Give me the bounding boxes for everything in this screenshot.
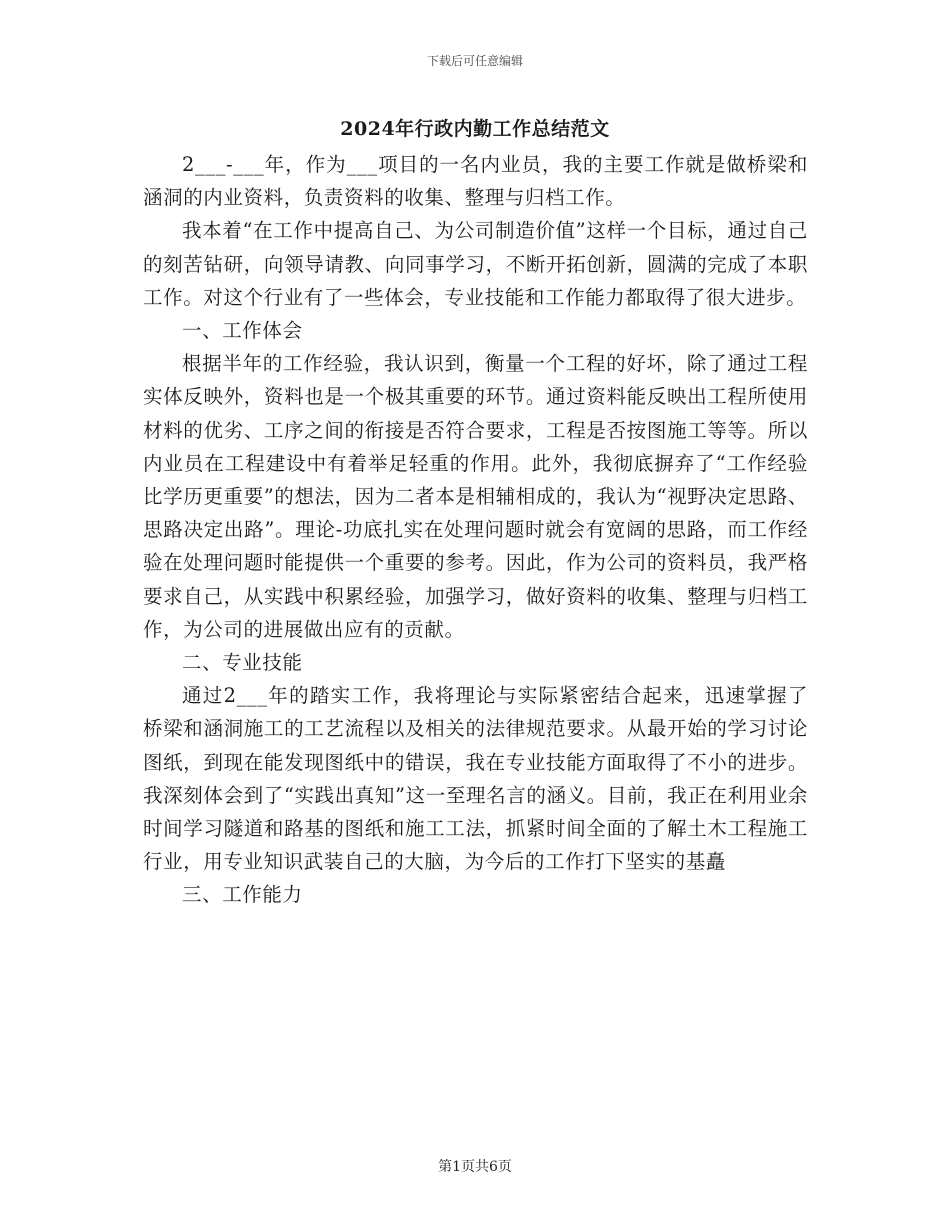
paragraph-skills: 通过2___年的踏实工作，我将理论与实际紧密结合起来，迅速掌握了桥梁和涵洞施工的工艺流程以及相关的法律规范要求。从最开始的学习讨论图纸，到现在能发现图纸中的错误，我在专业技能方面取得了不小的进步。我深刻体会到了“实践出真知”这一至理名言的涵义。目前，我正在利用业余时间学习隧道和路基的图纸和施工工法，抓紧时间全面的了解土木工程施工行业，用专业知识武装自己的大脑，为今后的工作打下坚实的基矗 [143,684,808,874]
section-heading-1: 一、工作体会 [182,319,303,343]
document-body [143,148,808,912]
header-note: 下载后可任意编辑 [426,54,523,68]
document-title: 2024年行政内勤工作总结范文 [340,118,610,140]
section-heading-3: 三、工作能力 [182,883,303,907]
paragraph-experience: 根据半年的工作经验，我认识到，衡量一个工程的好坏，除了通过工程实体反映外，资料也是一个极其重要的环节。通过资料能反映出工程所使用材料的优劣、工序之间的衔接是否符合要求，工程是否按图施工等等。所以内业员在工程建设中有着举足轻重的作用。此外，我彻底摒弃了“工作经验比学历更重要”的想法，因为二者本是相辅相成的，我认为“视野决定思路、思路决定出路”。理论-功底扎实在处理问题时就会有宽阔的思路，而工作经验在处理问题时能提供一个重要的参考。因此，作为公司的资料员，我严格要求自己，从实践中积累经验，加强学习，做好资料的收集、整理与归档工作，为公司的进展做出应有的贡献。 [143,352,808,641]
section-heading-2: 二、专业技能 [182,651,303,675]
paragraph-intro: 2___-___年，作为___项目的一名内业员，我的主要工作就是做桥梁和涵洞的内业资料，负责资料的收集、整理与归档工作。 [143,153,808,210]
paragraph-goal: 我本着“在工作中提高自己、为公司制造价值”这样一个目标，通过自己的刻苦钻研，向领导请教、向同事学习，不断开拓创新，圆满的完成了本职工作。对这个行业有了一些体会，专业技能和工作能力都取得了很大进步。 [143,219,808,309]
page-number: 第1页共6页 [438,1159,512,1175]
